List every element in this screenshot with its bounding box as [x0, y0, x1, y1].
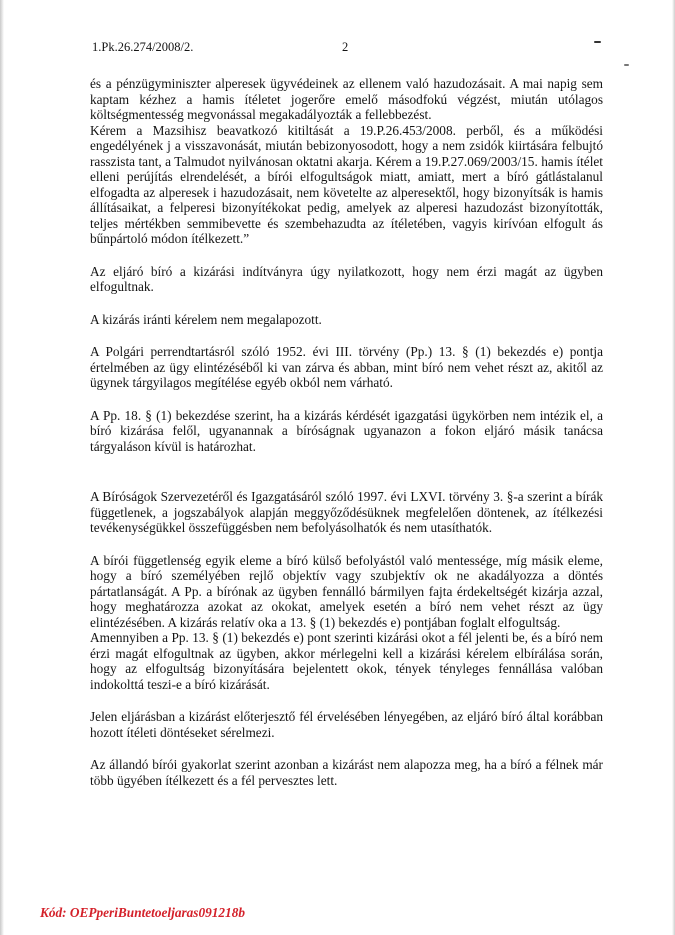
- paragraph-judge-statement: Az eljáró bíró a kizárási indítványra úgy nyilatkozott, hogy nem érzi magát az ügyben elfogultnak.: [90, 263, 603, 294]
- paragraph-present-proceedings: Jelen eljárásban a kizárást előterjesztő fél érvelésében lényegében, az eljáró bíró által korábban hozott ítéleti döntéseket sérelmezi.: [90, 709, 603, 740]
- paragraph-request-unfounded: A kizárás iránti kérelem nem megalapozott.: [90, 311, 322, 327]
- paragraph-pp-18: A Pp. 18. § (1) bekezdése szerint, ha a kizárás kérdését igazgatási ügykörben nem intézik el, a bíró kizárása felől, ugyanannak a bíróságnak ugyanazon a fokon eljáró másik tanácsa tárgyaláson kívül is határozhat.: [90, 407, 603, 454]
- paragraph-quote-request: Kérem a Mazsihisz beavatkozó kitiltását a 19.P.26.453/2008. perből, és a működési engedélyének j a visszavonását, miután bebizonyosodott, hogy a nem zsidók kiirtására felbujtó rasszista tant, a Talmudot nyilvánosan oktatni akarja. Kérem a 19.P.27.069/2003/15. hamis ítélet elleni perújítás elrendelését, a bírói elfogultságok miatt, amiatt, mert a bíró gátlástalanul elfogadta az alperesek i hazudozásait, nem követelte az alperesektől, hogy bizonyítsák is hamis állításaikat, a felperesi bizonyítékokat pedig, amelyek az alperesi hazudozást bizonyították, teljes mértékben semmibevette és szembehazudta az ítéletében, vagyis kirívóan elfogult ás bűnpártoló módon ítélkezett.”: [90, 122, 603, 246]
- scan-mark: [594, 41, 601, 43]
- document-code: Kód: OEPperiBuntetoeljaras091218b: [40, 905, 246, 920]
- document-body: [90, 76, 603, 788]
- scan-mark-secondary: [624, 64, 629, 66]
- paragraph-judicial-independence: A bírói függetlenség egyik eleme a bíró külső befolyástól való mentessége, míg másik eleme, hogy a bíró személyében rejlő objektív vagy szubjektív ok ne akadályozza a döntés pártatlanságát. A Pp. a bírónak az ügyben fennálló bármilyen fajta érdekeltségét kizárja azzal, hogy meghatározza azokat az okokat, amelyek esetén a bíró nem vehet részt az ügy elintézésében. A kizárás relatív oka a 13. § (1) bekezdés e) pontjában foglalt elfogultság.: [90, 552, 603, 630]
- paragraph-quote-continuation: és a pénzügyminiszter alperesek ügyvédeinek az ellenem való hazudozásait. A mai napig sem kaptam kézhez a hamis ítéletet jogerőre emelő másodfokú végzést, miután utólagos költségmentesség megvonással megakadályozták a fellebbezést.: [90, 76, 603, 122]
- page-number: 2: [342, 40, 349, 54]
- paragraph-courts-act: A Bíróságok Szervezetéről és Igazgatásáról szóló 1997. évi LXVI. törvény 3. §-a szerint a bírák függetlenek, a jogszabályok alapján meggyőződésüknek megfelelően döntenek, az ítélkezési tevékenységükkel összefüggésben nem befolyásolhatók és nem utasíthatók.: [90, 489, 603, 535]
- paragraph-bias-assessment: Amennyiben a Pp. 13. § (1) bekezdés e) pont szerinti kizárási okot a fél jelenti be, és a bíró nem érzi magát elfogultnak az ügyben, akkor mérlegelni kell a kizárási kérelem elbírálása során, hogy az elfogultság bizonyítására bejelentett okok, tények tényleges fennállása valóban indokolttá teszi-e a bíró kizárását.: [90, 630, 603, 692]
- paragraph-case-law: Az állandó bírói gyakorlat szerint azonban a kizárást nem alapozza meg, ha a bíró a félnek már több ügyében ítélkezett és a fél pervesztes lett.: [90, 757, 603, 788]
- scan-edge-left: [0, 0, 4, 935]
- page-header: [92, 40, 612, 56]
- case-number: 1.Pk.26.274/2008/2.: [92, 40, 194, 54]
- paragraph-pp-13: A Polgári perrendtartásról szóló 1952. évi III. törvény (Pp.) 13. § (1) bekezdés e) pontja értelmében az ügy elintézéséből ki van zárva és abban, mint bíró nem vehet részt az, akitől az ügynek tárgyilagos megítélése egyéb okból nem várható.: [90, 344, 603, 390]
